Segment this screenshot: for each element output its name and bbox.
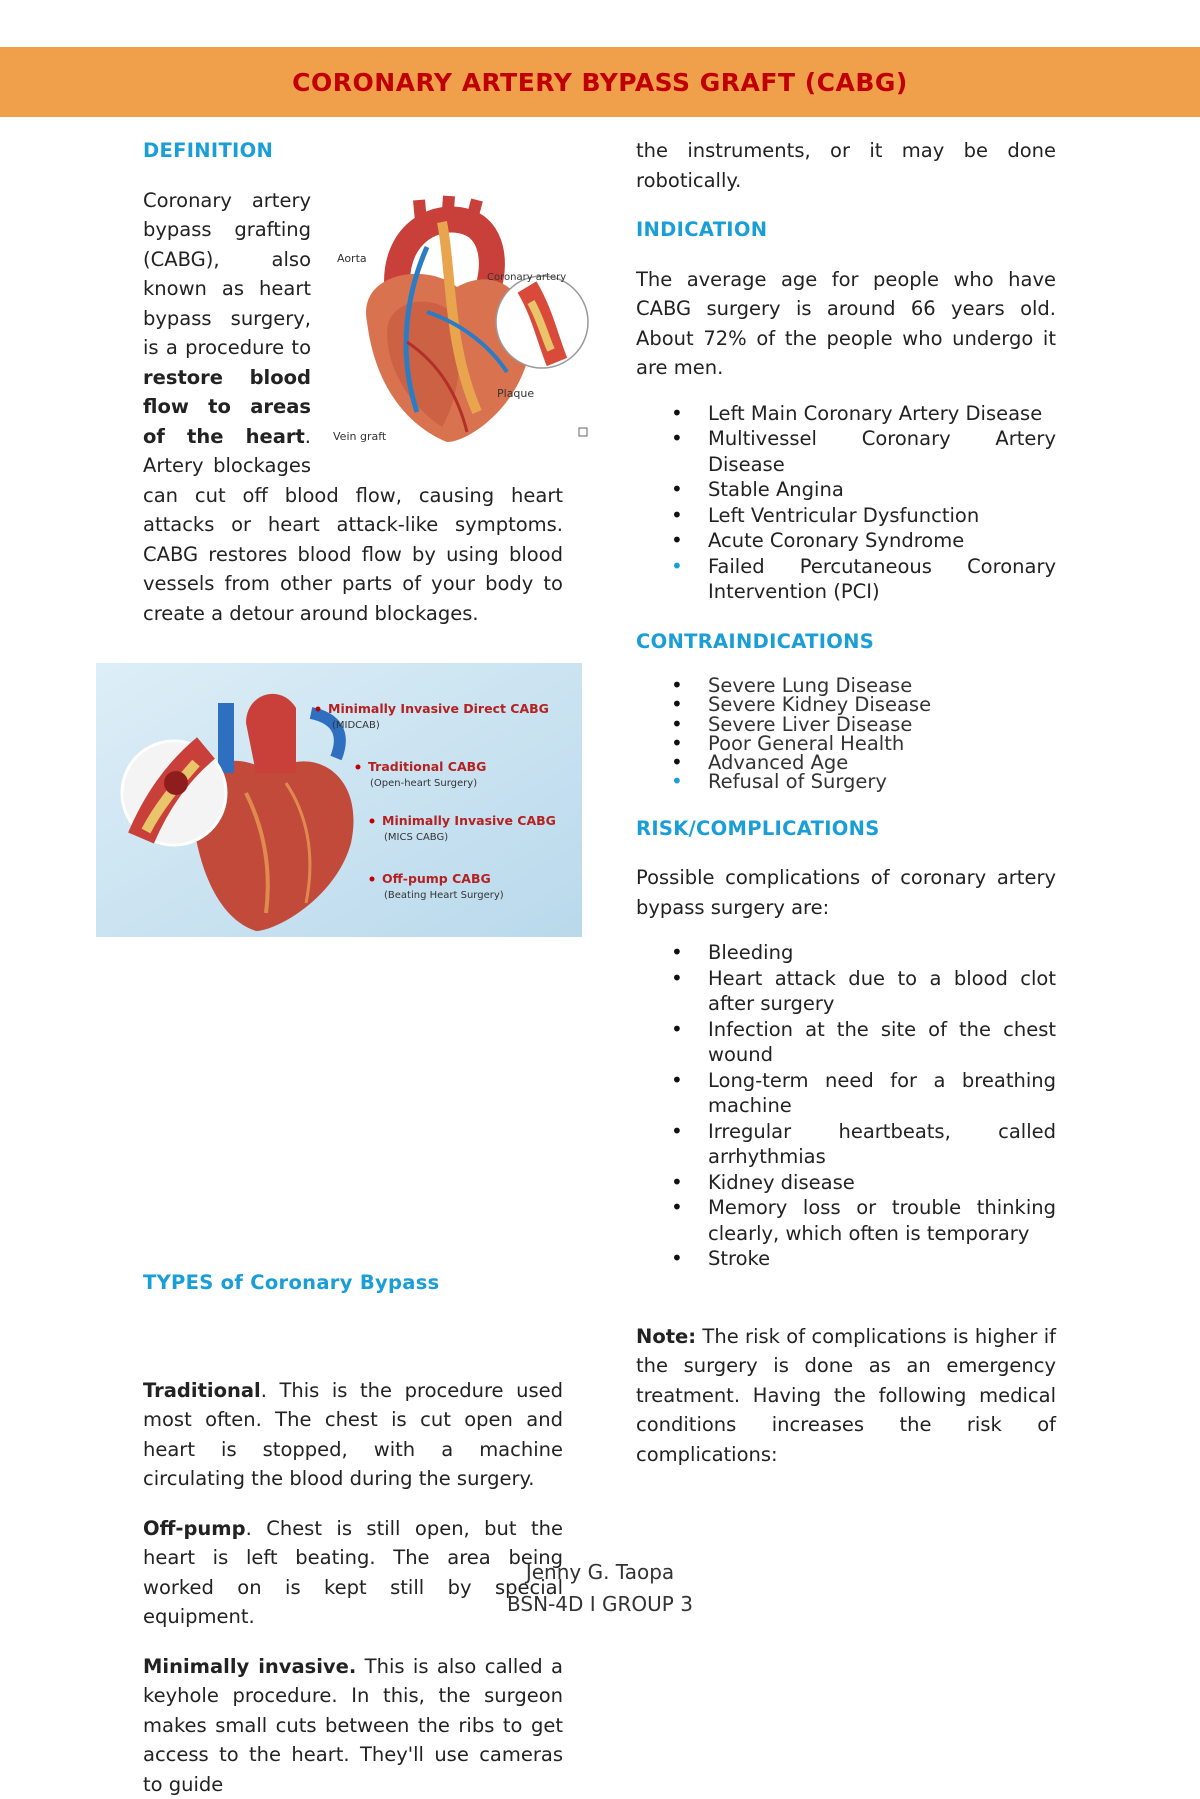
definition-text-end: . Artery blockages can cut off blood flow, causing heart attacks or heart attack-like symptoms. CABG restores blood flow by using blood vessels from other parts of your body to create a detour around blockages. [143, 425, 563, 625]
left-column [143, 136, 563, 1799]
list-item: • Refusal of Surgery [708, 772, 1056, 791]
traditional-text: . This is the procedure used most often. The chest is cut open and heart is stopped, with a machine circulating the blood during the surgery. [143, 1379, 563, 1491]
footer-name: Jenny G. Taopa [0, 1560, 1200, 1584]
risk-heading: RISK/COMPLICATIONS [636, 814, 1056, 844]
risk-list [636, 940, 1056, 1272]
types-traditional [143, 1376, 563, 1494]
note-label: Note: [636, 1325, 696, 1348]
definition-bold: restore blood flow to areas of the heart [143, 366, 311, 448]
minimal-text: This is also called a keyhole procedure. In this, the surgeon makes small cuts between the ribs to get access to the heart. They'll use cameras to guide [143, 1655, 563, 1796]
list-item: • Infection at the site of the chest wound [708, 1017, 1056, 1068]
label-plaque: Plaque [497, 387, 534, 400]
label-aorta: Aorta [337, 252, 367, 265]
list-item: • Stable Angina [708, 477, 1056, 503]
list-item: • Bleeding [708, 940, 1056, 966]
list-item: • Left Ventricular Dysfunction [708, 503, 1056, 529]
list-item: • Long-term need for a breathing machine [708, 1068, 1056, 1119]
page-title: CORONARY ARTERY BYPASS GRAFT (CABG) [292, 68, 908, 97]
offpump-label: Off-pump [143, 1517, 246, 1540]
note-text: The risk of complications is higher if the surgery is done as an emergency treatment. Having the following medical conditions increases the risk of complications: [636, 1325, 1056, 1466]
contraindications-list [636, 676, 1056, 792]
offpump-text: . Chest is still open, but the heart is left beating. The area being worked on is kept still by special equipment. [143, 1517, 563, 1629]
type-3-name: Minimally Invasive CABG [382, 813, 556, 828]
list-item: • Irregular heartbeats, called arrhythmias [708, 1119, 1056, 1170]
list-item: • Stroke [708, 1246, 1056, 1272]
footer-group: BSN-4D I GROUP 3 [0, 1592, 1200, 1616]
list-item: • Failed Percutaneous Coronary Intervention (PCI) [708, 554, 1056, 605]
heart-bypass-illustration [327, 192, 599, 452]
list-item: • Advanced Age [708, 753, 1056, 772]
list-item: • Left Main Coronary Artery Disease [708, 401, 1056, 427]
indication-heading: INDICATION [636, 215, 1056, 245]
list-item: • Kidney disease [708, 1170, 1056, 1196]
list-item: • Multivessel Coronary Artery Disease [708, 426, 1056, 477]
label-coronary-artery: Coronary artery [487, 272, 566, 283]
list-item: • Severe Liver Disease [708, 715, 1056, 734]
risk-intro: Possible complications of coronary artery bypass surgery are: [636, 863, 1056, 922]
title-banner [0, 47, 1200, 117]
note-paragraph [636, 1322, 1056, 1470]
contraindications-heading: CONTRAINDICATIONS [636, 627, 1056, 657]
list-item: • Heart attack due to a blood clot after surgery [708, 966, 1056, 1017]
indication-list [636, 401, 1056, 605]
list-item: • Severe Lung Disease [708, 676, 1056, 695]
continued-text: the instruments, or it may be done robotically. [636, 136, 1056, 195]
type-4-sub: (Beating Heart Surgery) [384, 890, 504, 901]
list-item: • Acute Coronary Syndrome [708, 528, 1056, 554]
indication-intro: The average age for people who have CABG surgery is around 66 years old. About 72% of the people who undergo it are men. [636, 265, 1056, 383]
type-2-name: Traditional CABG [368, 759, 486, 774]
type-1-sub: (MIDCAB) [332, 720, 380, 731]
traditional-label: Traditional [143, 1379, 261, 1402]
type-1-name: Minimally Invasive Direct CABG [328, 701, 549, 716]
types-minimal [143, 1652, 563, 1799]
list-item: • Poor General Health [708, 734, 1056, 753]
label-vein-graft: Vein graft [333, 430, 387, 443]
type-3-sub: (MICS CABG) [384, 832, 448, 843]
minimal-label: Minimally invasive. [143, 1655, 356, 1678]
right-column [636, 136, 1056, 1469]
cabg-types-illustration [96, 663, 582, 937]
type-4-name: Off-pump CABG [382, 871, 491, 886]
definition-section [143, 186, 563, 629]
type-2-sub: (Open-heart Surgery) [370, 778, 477, 789]
definition-heading: DEFINITION [143, 136, 563, 166]
definition-text-start: Coronary artery bypass grafting (CABG), also known as heart bypass surgery, is a procedure to [143, 189, 311, 360]
list-item: • Severe Kidney Disease [708, 695, 1056, 714]
list-item: • Memory loss or trouble thinking clearly, which often is temporary [708, 1195, 1056, 1246]
types-heading: TYPES of Coronary Bypass [143, 1268, 563, 1298]
